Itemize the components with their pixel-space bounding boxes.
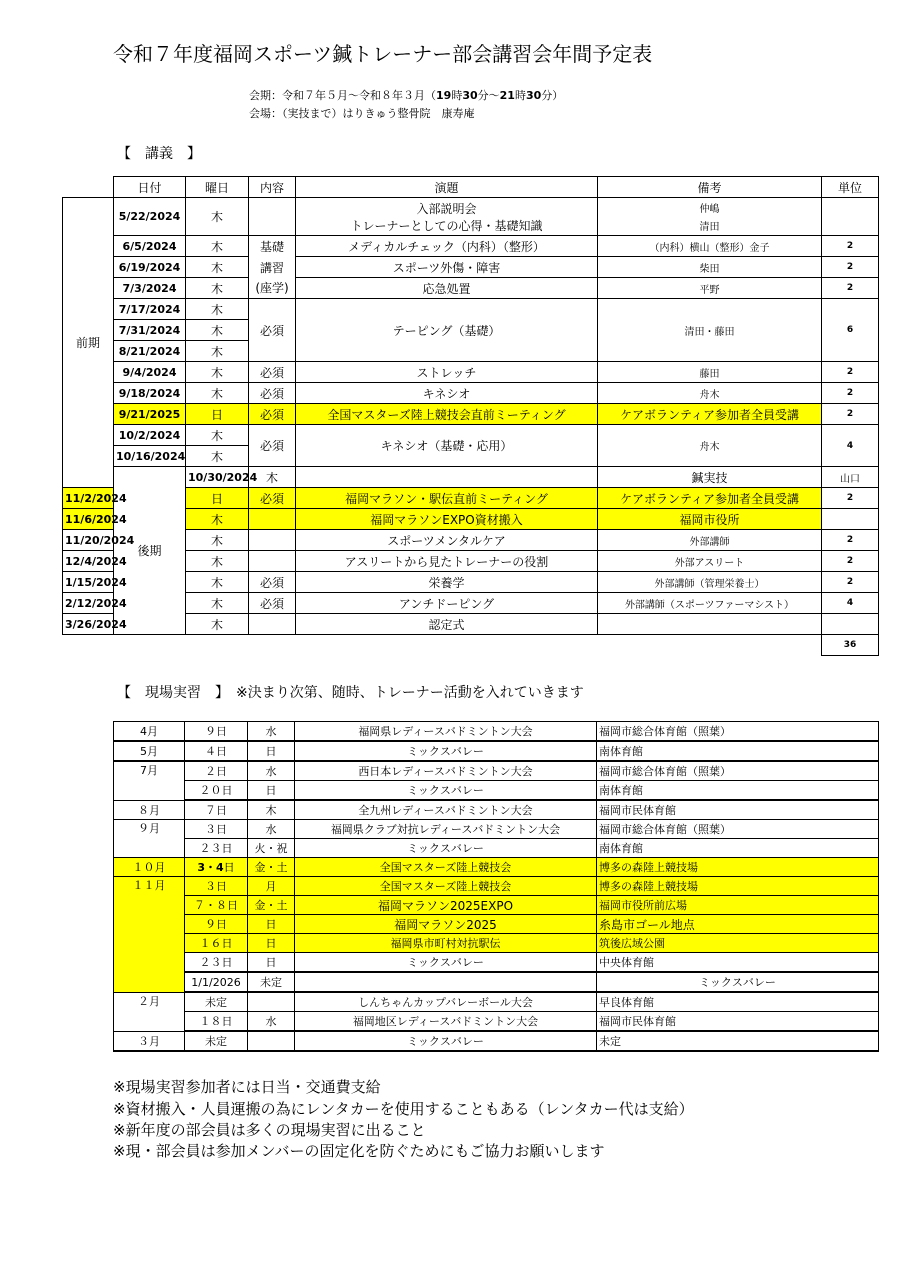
col-date: 日付 [114,177,186,198]
table-row: 2/12/2024 木 必須 アンチドーピング 外部講師（スポーツファーマシスト） 4 [63,593,879,614]
period-second: 後期 [114,467,186,635]
session-period: 会期：令和７年５月～令和８年３月（19時30分～21時30分） [249,89,564,102]
table-row: 4月 ９日 水 福岡県レディースバドミントン大会 福岡市総合体育館（照葉） [114,722,879,742]
table-row: １８日 水 福岡地区レディースバドミントン大会 福岡市民体育館 [114,1012,879,1032]
table-row: 7/3/2024 木 (座学) 応急処置 平野 2 [63,278,879,299]
table-row-highlighted: １０月 3・4日 金・土 全国マスターズ陸上競技会 博多の森陸上競技場 [114,858,879,877]
lecture-table [62,176,879,656]
note-cooperation: ※現・部会員は参加メンバーの固定化を防ぐためにもご協力お願いします [113,1142,605,1160]
table-row: 7/31/2024 木 [63,320,879,341]
table-row-highlighted: ９日 日 福岡マラソン2025 糸島市ゴール地点 [114,915,879,934]
table-row: 7/17/2024 木 必須 テーピング（基礎） 清田・藤田 6 [63,299,879,320]
table-row: 9/18/2024 木 必須 キネシオ 舟木 2 [63,383,879,404]
table-row: ８月 ７日 木 全九州レディースバドミントン大会 福岡市民体育館 [114,800,879,820]
table-row: ３月 未定 ミックスバレー 未定 [114,1031,879,1051]
table-row: 11/20/2024 木 スポーツメンタルケア 外部講師 2 [63,530,879,551]
table-row: 10/2/2024 木 必須 キネシオ（基礎・応用） 舟木 4 [63,425,879,446]
table-row: 6/5/2024 木 基礎 メディカルチェック（内科）（整形） （内科）横山（整形）金子 2 [63,236,879,257]
table-row: 12/4/2024 木 アスリートから見たトレーナーの役割 外部アスリート 2 [63,551,879,572]
field-heading: 【 現場実習 】 ※決まり次第、随時、トレーナー活動を入れていきます [117,685,584,701]
page-title: 令和７年度福岡スポーツ鍼トレーナー部会講習会年間予定表 [113,42,653,66]
table-row: ２３日 日 ミックスバレー 中央体育館 [114,953,879,973]
total-row [63,635,879,656]
lecture-heading: 【 講義 】 [117,146,201,162]
col-content: 内容 [249,177,296,198]
table-row-highlighted: 11/6/2024 木 福岡マラソンEXPO資材搬入 福岡市役所 [63,509,879,530]
table-row-highlighted: １１月 ３日 月 全国マスターズ陸上競技会 博多の森陸上競技場 [114,877,879,896]
table-row: ２３日 火・祝 ミックスバレー 南体育館 [114,839,879,858]
table-row: 1/15/2024 木 必須 栄養学 外部講師（管理栄養士） 2 [63,572,879,593]
note-rental-car: ※資材搬入・人員運搬の為にレンタカーを使用することもある（レンタカー代は支給） [113,1100,694,1118]
col-unit: 単位 [822,177,879,198]
table-row: ２月 未定 しんちゃんカップバレーボール大会 早良体育館 [114,992,879,1012]
note-new-members: ※新年度の部会員は多くの現場実習に出ること [113,1121,426,1139]
table-row-highlighted: ７・８日 金・土 福岡マラソン2025EXPO 福岡市役所前広場 [114,896,879,915]
table-row: 10/16/2024 木 [63,446,879,467]
table-row-highlighted: 11/2/2024 日 必須 福岡マラソン・駅伝直前ミーティング ケアボランティア参加者全員受講 2 [63,488,879,509]
table-row: ２０日 日 ミックスバレー 南体育館 [114,781,879,801]
col-note: 備考 [598,177,822,198]
table-row: 9/4/2024 木 必須 ストレッチ 藤田 2 [63,362,879,383]
table-row: 5月 ４日 日 ミックスバレー 南体育館 [114,741,879,761]
table-row: 6/19/2024 木 講習 スポーツ外傷・障害 柴田 2 [63,257,879,278]
table-header-row [63,177,879,198]
table-row: 3/26/2024 木 認定式 [63,614,879,635]
total-units: 36 [822,635,879,656]
table-row: 前期 5/22/2024 木 入部説明会 トレーナーとしての心得・基礎知識 仲嶋 清田 [63,198,879,236]
field-practice-table [113,721,879,1052]
table-row: 1/1/2026 未定 ミックスバレー [114,972,879,992]
table-row-highlighted: 9/21/2025 日 必須 全国マスターズ陸上競技会直前ミーティング ケアボランティア参加者全員受講 2 [63,404,879,425]
note-allowance: ※現場実習参加者には日当・交通費支給 [113,1078,381,1096]
col-dow: 曜日 [186,177,249,198]
table-row: 後期 10/30/2024 木 鍼実技 山口 [63,467,879,488]
session-venue: 会場：（実技まで）はりきゅう整骨院 康寿庵 [249,107,475,120]
col-topic: 演題 [296,177,598,198]
table-row: 8/21/2024 木 [63,341,879,362]
table-row: ９月 ３日 水 福岡県クラブ対抗レディースバドミントン大会 福岡市総合体育館（照葉） [114,820,879,839]
table-row-highlighted: １６日 日 福岡県市町村対抗駅伝 筑後広域公園 [114,934,879,953]
period-first: 前期 [63,198,114,488]
table-row: 7月 ２日 水 西日本レディースバドミントン大会 福岡市総合体育館（照葉） [114,761,879,781]
